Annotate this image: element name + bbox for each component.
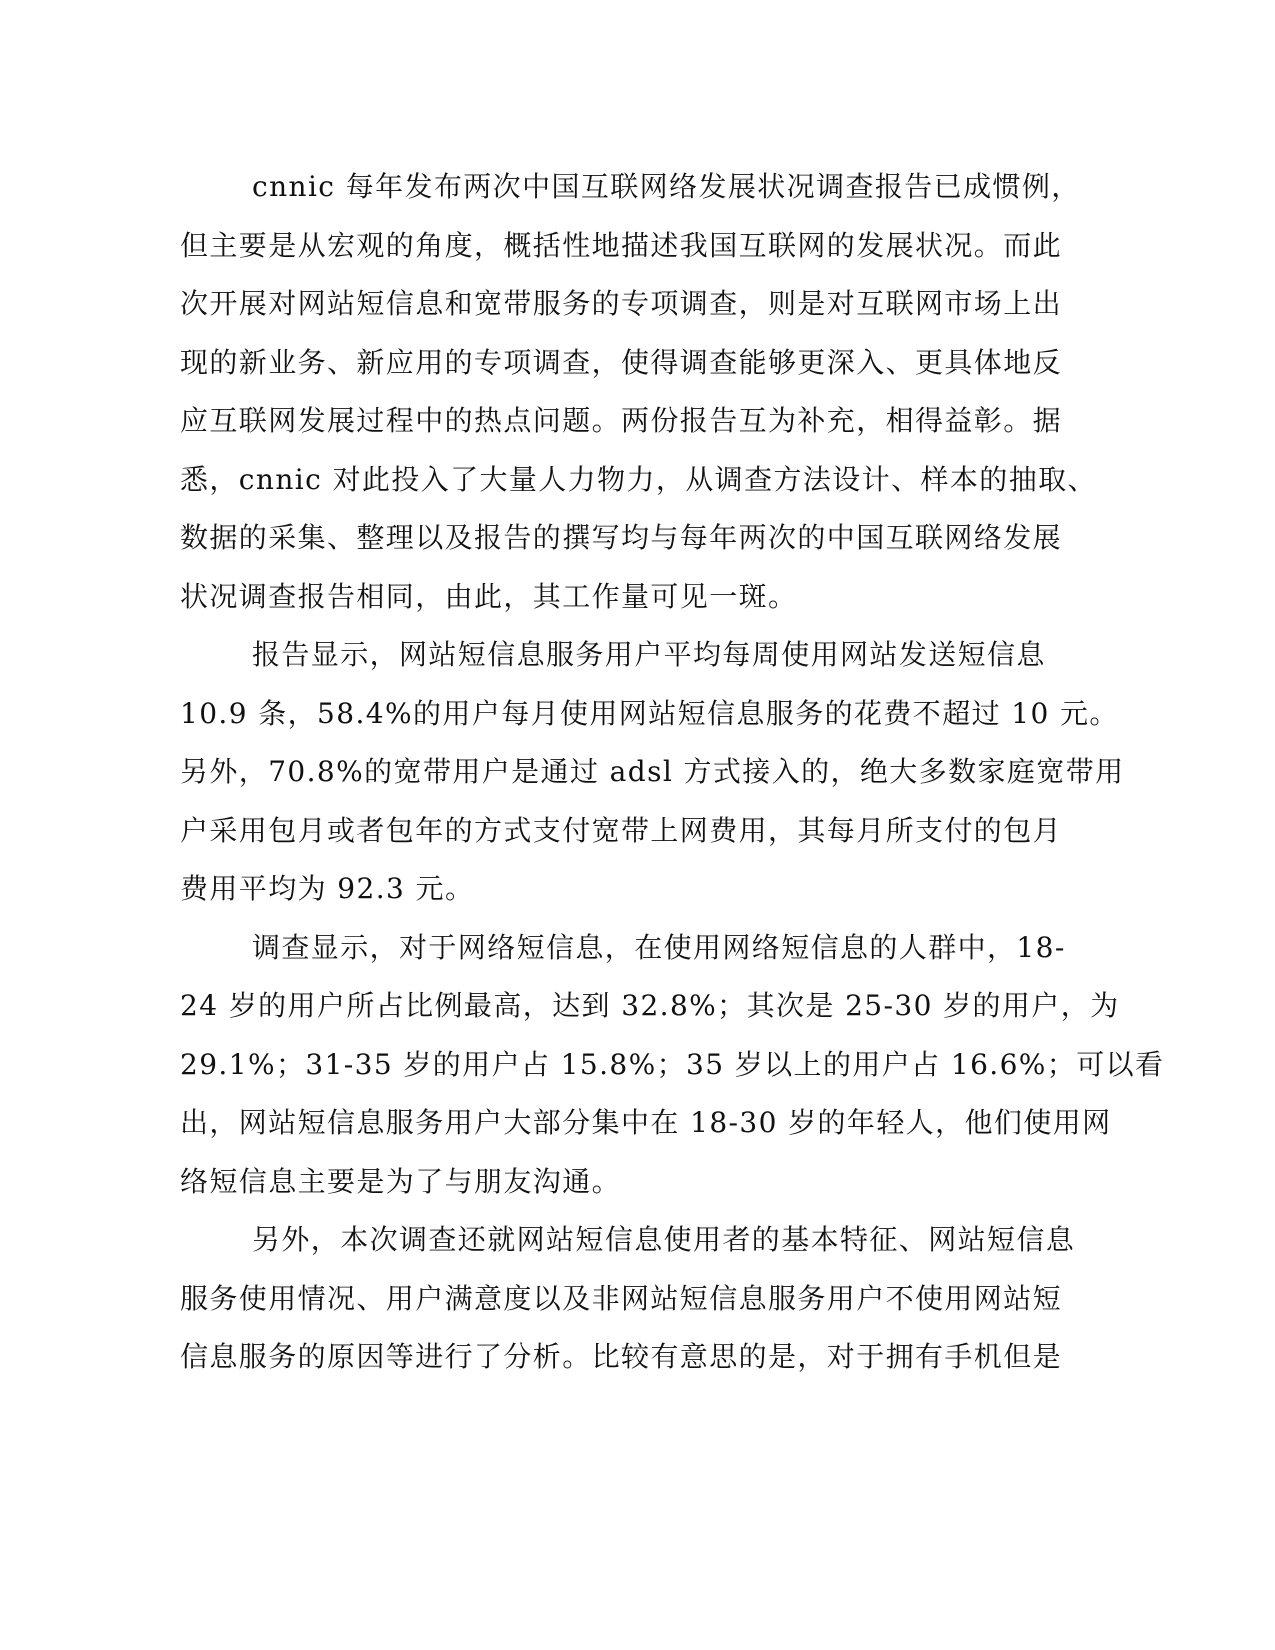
text-line: 出，网站短信息服务用户大部分集中在 18-30 岁的年轻人，他们使用网 — [180, 1106, 1112, 1139]
text-line: 29.1%；31-35 岁的用户占 15.8%；35 岁以上的用户占 16.6%；可以看 — [180, 1047, 1165, 1081]
paragraph-3 — [180, 919, 1165, 1212]
text-line: 数据的采集、整理以及报告的撰写均与每年两次的中国互联网络发展 — [180, 521, 1063, 554]
paragraph-2 — [180, 626, 1125, 919]
text-line: 信息服务的原因等进行了分析。比较有意思的是，对于拥有手机但是 — [180, 1340, 1063, 1373]
text-line: 户采用包月或者包年的方式支付宽带上网费用，其每月所支付的包月 — [180, 813, 1063, 847]
text-line: 次开展对网站短信息和宽带服务的专项调查，则是对互联网市场上出 — [180, 287, 1063, 320]
text-line: 24 岁的用户所占比例最高，达到 32.8%；其次是 25-30 岁的用户，为 — [180, 989, 1120, 1022]
text-line: 服务使用情况、用户满意度以及非网站短信息服务用户不使用网站短 — [180, 1281, 1063, 1315]
text-line: 络短信息主要是为了与朋友沟通。 — [180, 1164, 622, 1198]
text-line: 费用平均为 92.3 元。 — [180, 872, 475, 905]
text-line: 现的新业务、新应用的专项调查，使得调查能够更深入、更具体地反 — [180, 345, 1063, 379]
text-line: 另外，本次调查还就网站短信息使用者的基本特征、网站短信息 — [252, 1223, 1076, 1256]
text-line: cnnic 每年发布两次中国互联网络发展状况调查报告已成惯例， — [252, 170, 1081, 203]
text-line: 状况调查报告相同，由此，其工作量可见一斑。 — [180, 579, 798, 613]
text-line: 报告显示，网站短信息服务用户平均每周使用网站发送短信息 — [252, 638, 1046, 671]
text-line: 调查显示，对于网络短信息，在使用网络短信息的人群中，18- — [252, 930, 1066, 964]
text-line: 10.9 条，58.4%的用户每月使用网站短信息服务的花费不超过 10 元。 — [180, 696, 1119, 730]
paragraph-4 — [180, 1211, 1076, 1387]
text-line: 另外，70.8%的宽带用户是通过 adsl 方式接入的，绝大多数家庭宽带用 — [180, 755, 1125, 788]
paragraph-1 — [180, 158, 1097, 626]
text-line: 但主要是从宏观的角度，概括性地描述我国互联网的发展状况。而此 — [180, 228, 1063, 262]
body-text — [180, 158, 1165, 1387]
text-line: 悉，cnnic 对此投入了大量人力物力，从调查方法设计、样本的抽取、 — [180, 462, 1097, 496]
text-line: 应互联网发展过程中的热点问题。两份报告互为补充，相得益彰。据 — [180, 404, 1063, 437]
